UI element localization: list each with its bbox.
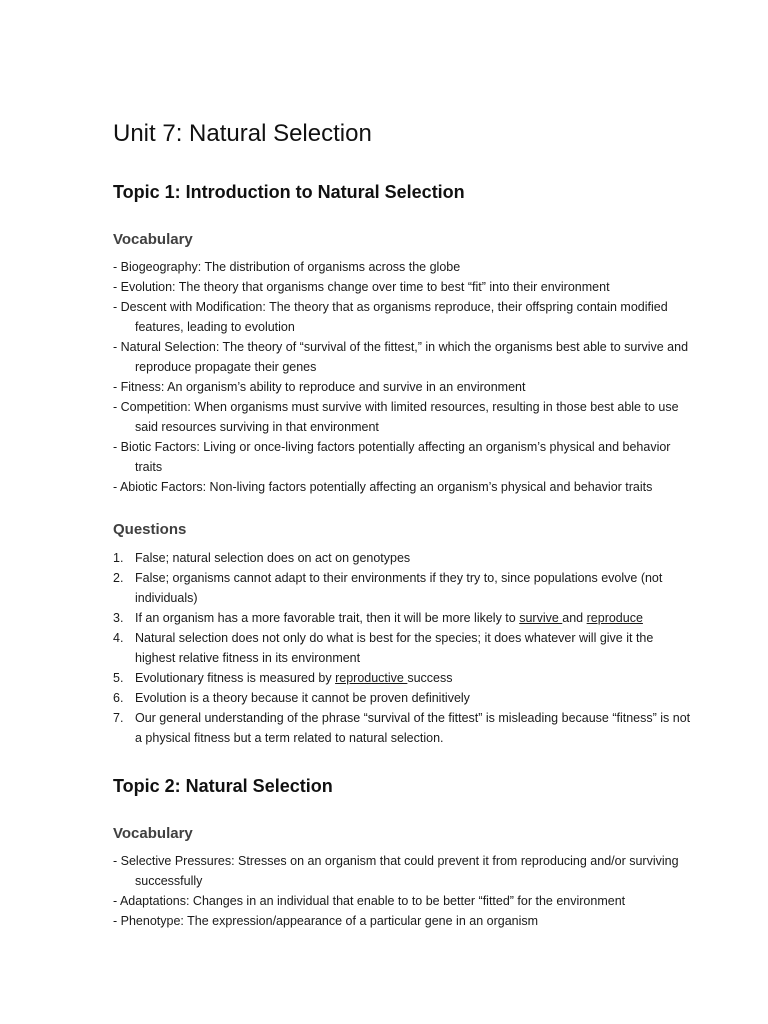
question-text: success (407, 671, 453, 685)
question-text: If an organism has a more favorable trait, then it will be more likely to (135, 611, 520, 625)
question-number: 2. (113, 571, 124, 585)
vocab-item-adaptations: - Adaptations: Changes in an individual that enable to to be better “fitted” for the environment (113, 894, 626, 908)
topic1-questions-list (113, 548, 693, 748)
question-text: and (562, 611, 587, 625)
question-number: 5. (113, 671, 124, 685)
vocab-item-descent-with-modification: - Descent with Modification: The theory that as organisms reproduce, their offspring contain modified features, leading to evolution (113, 300, 668, 334)
question-item-4 (113, 628, 693, 668)
vocab-item-abiotic-factors: - Abiotic Factors: Non-living factors potentially affecting an organism’s physical and behavior traits (113, 480, 653, 494)
question-item-6 (113, 688, 693, 708)
question-text: Evolutionary fitness is measured by (135, 671, 336, 685)
unit-title: Unit 7: Natural Selection (113, 120, 372, 147)
question-item-7 (113, 708, 693, 748)
question-number: 1. (113, 551, 124, 565)
underlined-answer-survive: survive (519, 611, 563, 625)
topic2-vocabulary-heading: Vocabulary (113, 825, 193, 842)
underlined-answer-reproductive: reproductive (335, 671, 408, 685)
question-text: Natural selection does not only do what is best for the species; it does whatever will give it the highest relative fitness in its environment (135, 631, 654, 665)
question-number: 7. (113, 711, 124, 725)
vocab-item-biogeography: - Biogeography: The distribution of organisms across the globe (113, 260, 461, 274)
topic1-vocabulary-heading: Vocabulary (113, 231, 193, 248)
vocab-item-competition: - Competition: When organisms must survive with limited resources, resulting in those best able to use said resources surviving in that environment (113, 400, 679, 434)
question-text: False; organisms cannot adapt to their environments if they try to, since populations evolve (not individuals) (135, 571, 663, 605)
underlined-answer-reproduce: reproduce (586, 611, 643, 625)
question-item-1 (113, 548, 693, 568)
topic2-title: Topic 2: Natural Selection (113, 776, 333, 796)
question-item-3 (113, 608, 693, 628)
vocab-item-evolution: - Evolution: The theory that organisms change over time to best “fit” into their environment (113, 280, 610, 294)
question-number: 3. (113, 611, 124, 625)
question-number: 6. (113, 691, 124, 705)
question-text: Evolution is a theory because it cannot be proven definitively (135, 691, 470, 705)
vocab-item-biotic-factors: - Biotic Factors: Living or once-living factors potentially affecting an organism’s physical and behavior traits (113, 440, 671, 474)
topic2-vocabulary-list (113, 851, 693, 931)
vocab-item-fitness: - Fitness: An organism’s ability to reproduce and survive in an environment (113, 380, 526, 394)
topic1-vocabulary-list (113, 257, 693, 497)
vocab-item-selective-pressures: - Selective Pressures: Stresses on an organism that could prevent it from reproducing and/or surviving successfully (113, 854, 679, 888)
question-text: Our general understanding of the phrase “survival of the fittest” is misleading because “fitness” is not a physical fitness but a term related to natural selection. (135, 711, 691, 745)
vocab-item-natural-selection: - Natural Selection: The theory of “survival of the fittest,” in which the organisms best able to survive and reproduce propagate their genes (113, 340, 689, 374)
question-item-2 (113, 568, 693, 608)
topic1-title: Topic 1: Introduction to Natural Selection (113, 182, 465, 202)
question-number: 4. (113, 631, 124, 645)
topic1-questions-heading: Questions (113, 521, 187, 538)
vocab-item-phenotype: - Phenotype: The expression/appearance of a particular gene in an organism (113, 914, 539, 928)
question-item-5 (113, 668, 693, 688)
question-text: False; natural selection does on act on genotypes (135, 551, 411, 565)
